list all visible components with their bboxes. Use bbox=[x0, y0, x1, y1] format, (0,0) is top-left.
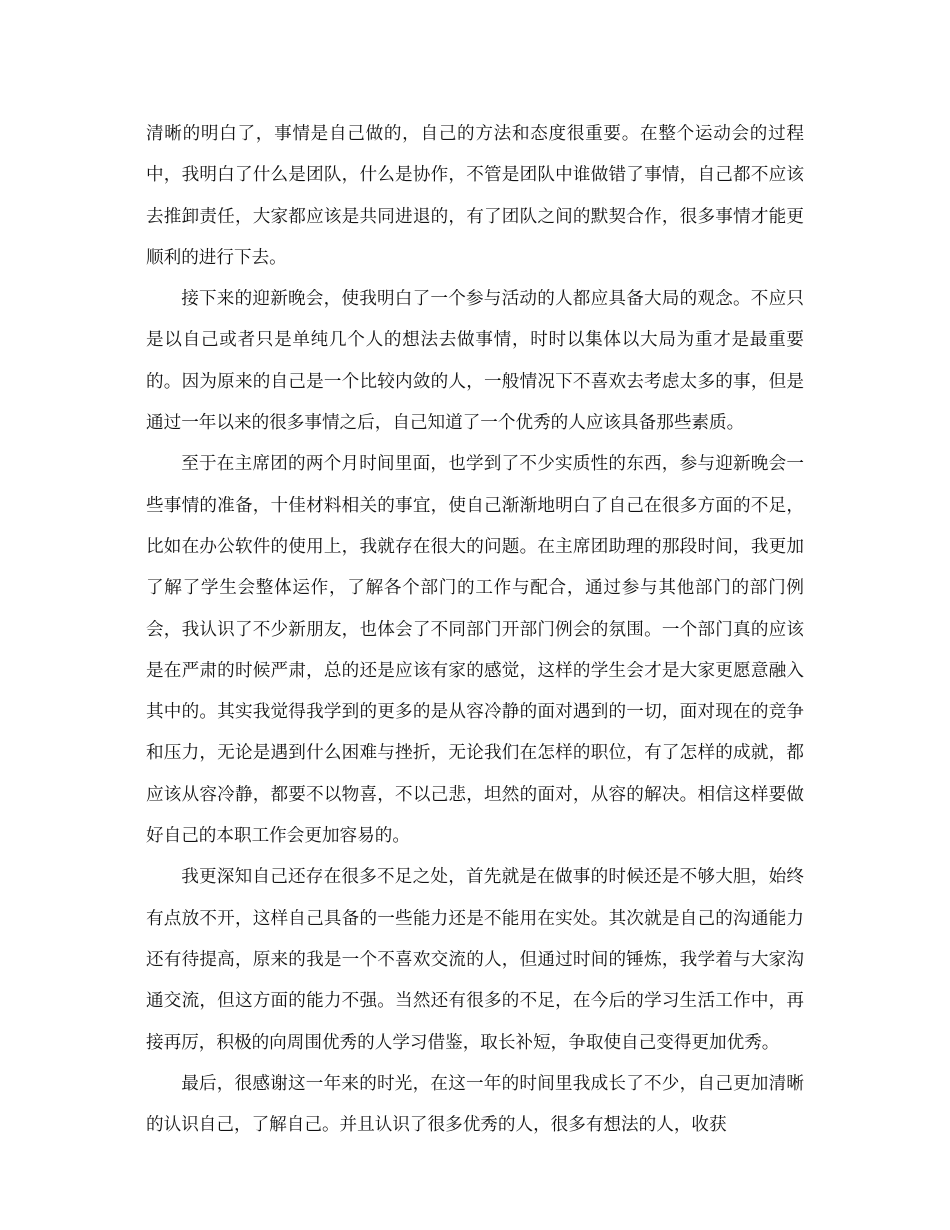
paragraph-5: 最后，很感谢这一年来的时光，在这一年的时间里我成长了不少，自己更加清晰的认识自己，了解自己。并且认识了很多优秀的人，很多有想法的人，收获 bbox=[146, 1073, 804, 1136]
document-body bbox=[146, 114, 804, 1146]
paragraph-4: 我更深知自己还存在很多不足之处，首先就是在做事的时候还是不够大胆，始终有点放不开，这样自己具备的一些能力还是不能用在实处。其次就是自己的沟通能力还有待提高，原来的我是一个不喜欢交流的人，但通过时间的锤炼，我学着与大家沟通交流，但这方面的能力不强。当然还有很多的不足，在今后的学习生活工作中，再接再厉，积极的向周围优秀的人学习借鉴，取长补短，争取使自己变得更加优秀。 bbox=[146, 867, 804, 1053]
paragraph-3: 至于在主席团的两个月时间里面，也学到了不少实质性的东西，参与迎新晚会一些事情的准备，十佳材料相关的事宜，使自己渐渐地明白了自己在很多方面的不足，比如在办公软件的使用上，我就存在很大的问题。在主席团助理的那段时间，我更加了解了学生会整体运作，了解各个部门的工作与配合，通过参与其他部门的部门例会，我认识了不少新朋友，也体会了不同部门开部门例会的氛围。一个部门真的应该是在严肃的时候严肃，总的还是应该有家的感觉，这样的学生会才是大家更愿意融入其中的。其实我觉得我学到的更多的是从容冷静的面对遇到的一切，面对现在的竞争和压力，无论是遇到什么困难与挫折，无论我们在怎样的职位，有了怎样的成就，都应该从容冷静，都要不以物喜，不以己悲，坦然的面对，从容的解决。相信这样要做好自己的本职工作会更加容易的。 bbox=[146, 454, 804, 847]
paragraph-2: 接下来的迎新晚会，使我明白了一个参与活动的人都应具备大局的观念。不应只是以自己或者只是单纯几个人的想法去做事情，时时以集体以大局为重才是最重要的。因为原来的自己是一个比较内敛的人，一般情况下不喜欢去考虑太多的事，但是通过一年以来的很多事情之后，自己知道了一个优秀的人应该具备那些素质。 bbox=[146, 289, 804, 434]
paragraph-1: 清晰的明白了，事情是自己做的，自己的方法和态度很重要。在整个运动会的过程中，我明白了什么是团队，什么是协作，不管是团队中谁做错了事情，自己都不应该去推卸责任，大家都应该是共同进退的，有了团队之间的默契合作，很多事情才能更顺利的进行下去。 bbox=[146, 124, 804, 268]
